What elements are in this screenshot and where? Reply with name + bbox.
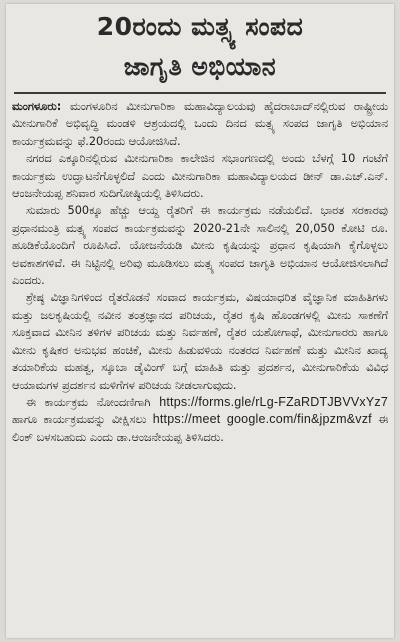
headline-line-1: 20ರಂದು ಮತ್ಸ್ಯ ಸಂಪದ — [96, 12, 304, 41]
viewing-text: ಹಾಗೂ ಕಾರ್ಯಕ್ರಮವನ್ನು ವೀಕ್ಷಿಸಲು — [12, 413, 147, 427]
paragraph-1-text: ಮಂಗಳೂರಿನ ಮೀನುಗಾರಿಕಾ ಮಹಾವಿದ್ಯಾಲಯವು ಹೈದರಾಬಾದ್‌ನಲ್ಲಿರುವ ರಾಷ್ಟ್ರೀಯ ಮೀನುಗಾರಿಕೆ ಅಭಿವೃದ್ಧಿ ಮಂಡಳಿ ಆಶ್ರಯದಲ್ಲಿ ಒಂದು ದಿನದ ಮತ್ಸ್ಯ ಸಂಪದ ಜಾಗೃತಿ ಅಭಿಯಾನ ಕಾರ್ಯಕ್ರಮವನ್ನು ಫೆ.20ರಂದು ಆಯೋಜಿಸಿದೆ. — [12, 100, 388, 148]
paragraph-4: ಶ್ರೇಷ್ಠ ವಿಜ್ಞಾನಿಗಳಿಂದ ರೈತರೊಡನೆ ಸಂವಾದ ಕಾರ್ಯಕ್ರಮ, ವಿಷಯಾಧರಿತ ವೈಜ್ಞಾನಿಕ ಮಾಹಿತಿಗಳು ಮತ್ತು ಜಲಕೃಷಿಯಲ್ಲಿ ನವೀನ ತಂತ್ರಜ್ಞಾನದ ಪರಿಚಯ, ರೈತರ ಕೃಷಿ ಹೊಂಡಗಳಲ್ಲಿ ಮೀನು ಸಾಕಣೆಗೆ ಸೂಕ್ತವಾದ ಮೀನಿನ ತಳಿಗಳ ಪರಿಚಯ ಮತ್ತು ನಿರ್ವಹಣೆ, ರೈತರ ಯಶೋಗಾಥೆ, ಮೀನುಗಾರರು ಹಾಗೂ ಮೀನು ಕೃಷಿಕರ ಅನುಭವ ಹಂಚಿಕೆ, ಮೀನು ಹಿಡುವಳಿಯ ನಂತರದ ನಿರ್ವಹಣೆ ಮತ್ತು ಮೀನಿನ ಖಾದ್ಯ ತಯಾರಿಕೆಯ ಮಹತ್ವ, ಸ್ಕೂಬಾ ಡೈವಿಂಗ್ ಬಗ್ಗೆ ಮಾಹಿತಿ ಮತ್ತು ಪ್ರದರ್ಶನ, ಮೀನುಗಾರಿಕೆಯ ವಿವಿಧ ಆಯಾಮಗಳ ಪ್ರದರ್ಶನ ಮಳಿಗೆಗಳ ಪರಿಚಯ ನೀಡಲಾಗುವುದು. — [12, 291, 388, 392]
paragraph-5 — [12, 394, 388, 446]
headline-line-2: ಜಾಗೃತಿ ಅಭಿಯಾನ — [123, 52, 277, 81]
headline-divider — [14, 92, 386, 94]
paragraph-3: ಸುಮಾರು 500ಕ್ಕೂ ಹೆಚ್ಚು ಆಯ್ದ ರೈತರಿಗೆ ಈ ಕಾರ್ಯಕ್ರಮ ನಡೆಯಲಿದೆ. ಭಾರತ ಸರಕಾರವು ಪ್ರಧಾನಮಂತ್ರಿ ಮತ್ಸ್ಯ ಸಂಪದ ಕಾರ್ಯಕ್ರಮವನ್ನು 2020-21ನೇ ಸಾಲಿನಲ್ಲಿ 20,050 ಕೋಟಿ ರೂ. ಹೂಡಿಕೆಯೊಂದಿಗೆ ರೂಪಿಸಿದೆ. ಯೋಜನೆಯಡಿ ಮೀನು ಕೃಷಿಯನ್ನು ಪ್ರಧಾನ ಕೃಷಿಯಾಗಿ ಕೈಗೊಳ್ಳಲು ಅವಕಾಶಗಳಿವೆ. ಈ ನಿಟ್ಟಿನಲ್ಲಿ ಅರಿವು ಮೂಡಿಸಲು ಮತ್ಸ್ಯ ಸಂಪದ ಜಾಗೃತಿ ಅಭಿಯಾನ ಆಯೋಜಿಸಲಾಗಿದೆ ಎಂದರು. — [12, 204, 388, 288]
meeting-link: https://meet google.com/fin&jpzm&vzf — [152, 412, 372, 427]
dateline: ಮಂಗಳೂರು: — [12, 100, 62, 113]
registration-link: https://forms.gle/rLg-FZaRDTJBVVxYz7 — [159, 394, 388, 409]
paragraph-1 — [12, 98, 388, 150]
paragraph-2: ನಗರದ ಎಕ್ಕೂರಿನಲ್ಲಿರುವ ಮೀನುಗಾರಿಕಾ ಕಾಲೇಜಿನ ಸಭಾಂಗಣದಲ್ಲಿ ಅಂದು ಬೆಳಗ್ಗೆ 10 ಗಂಟೆಗೆ ಕಾರ್ಯಕ್ರಮ ಉದ್ಘಾಟನೆಗೊಳ್ಳಲಿದೆ ಎಂದು ಮೀನುಗಾರಿಕಾ ಮಹಾವಿದ್ಯಾಲಯದ ಡೀನ್ ಡಾ.ಎಚ್.ಎನ್. ಆಂಜನೇಯಪ್ಪ ಶನಿವಾರ ಸುದಿಗೋಷ್ಠಿಯಲ್ಲಿ ತಿಳಿಸಿದರು. — [12, 152, 388, 201]
article-body — [12, 98, 388, 446]
registration-text: ಈ ಕಾರ್ಯಕ್ರಮ ನೋಂದಣಿಗಾಗಿ — [26, 395, 151, 409]
newspaper-clipping — [6, 4, 394, 638]
closing-text: ಈ ಲಿಂಕ್ ಬಳಸಬಹುದು ಎಂದು ಡಾ.ಆಂಜನೇಯಪ್ಪ ತಿಳಿಸಿದರು. — [12, 413, 388, 444]
